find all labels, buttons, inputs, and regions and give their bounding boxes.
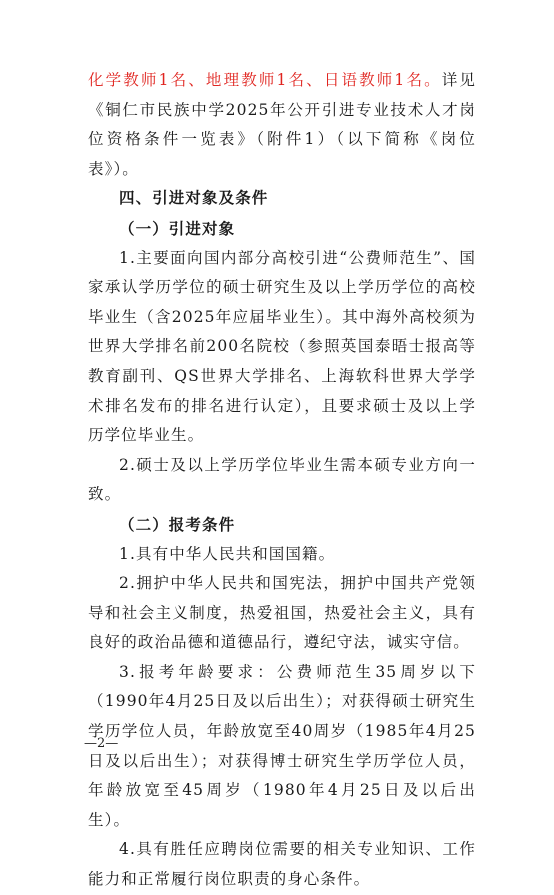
condition-item-2: 2.拥护中华人民共和国宪法，拥护中国共产党领导和社会主义制度，热爱祖国，热爱社会主义，具有良好的政治品德和道德品行，遵纪守法，诚实守信。 [88, 574, 476, 652]
condition-item-3: 3.报考年龄要求：公费师范生35周岁以下（1990年4月25日及以后出生）；对获得硕士研究生学历学位人员，年龄放宽至40周岁（1985年4月25日及以后出生）；对获得博士研究生学历学位人员，年龄放宽至45周岁（1980年4月25日及以后出生）。 [88, 662, 476, 829]
positions-detail: 详见《铜仁市民族中学2025年公开引进专业技术人才岗位资格条件一览表》（附件1）（以下简称《岗位表》）。 [88, 71, 477, 178]
subsection-heading-conditions: （二）报考条件 [119, 514, 236, 534]
subsection-heading-targets: （一）引进对象 [119, 218, 236, 238]
document-body [88, 66, 476, 895]
page-number: —2— [84, 736, 119, 751]
condition-item-4: 4.具有胜任应聘岗位需要的相关专业知识、工作能力和正常履行岗位职责的身心条件。 [88, 840, 476, 889]
condition-item-1: 1.具有中华人民共和国国籍。 [119, 544, 336, 563]
highlighted-positions: 化学教师1名、地理教师1名、日语教师1名。 [88, 71, 442, 89]
target-item-1: 1.主要面向国内部分高校引进“公费师范生”、国家承认学历学位的硕士研究生及以上学历学位的高校毕业生（含2025年应届毕业生）。其中海外高校须为世界大学排名前200名院校（参照英国泰晤士报高等教育副刊、QS世界大学排名、上海软科世界大学学术排名发布的排名进行认定），且要求硕士及以上学历学位毕业生。 [88, 248, 476, 445]
section-heading: 四、引进对象及条件 [119, 189, 269, 208]
target-item-2: 2.硕士及以上学历学位毕业生需本硕专业方向一致。 [88, 455, 476, 504]
paragraph-positions [88, 66, 476, 184]
